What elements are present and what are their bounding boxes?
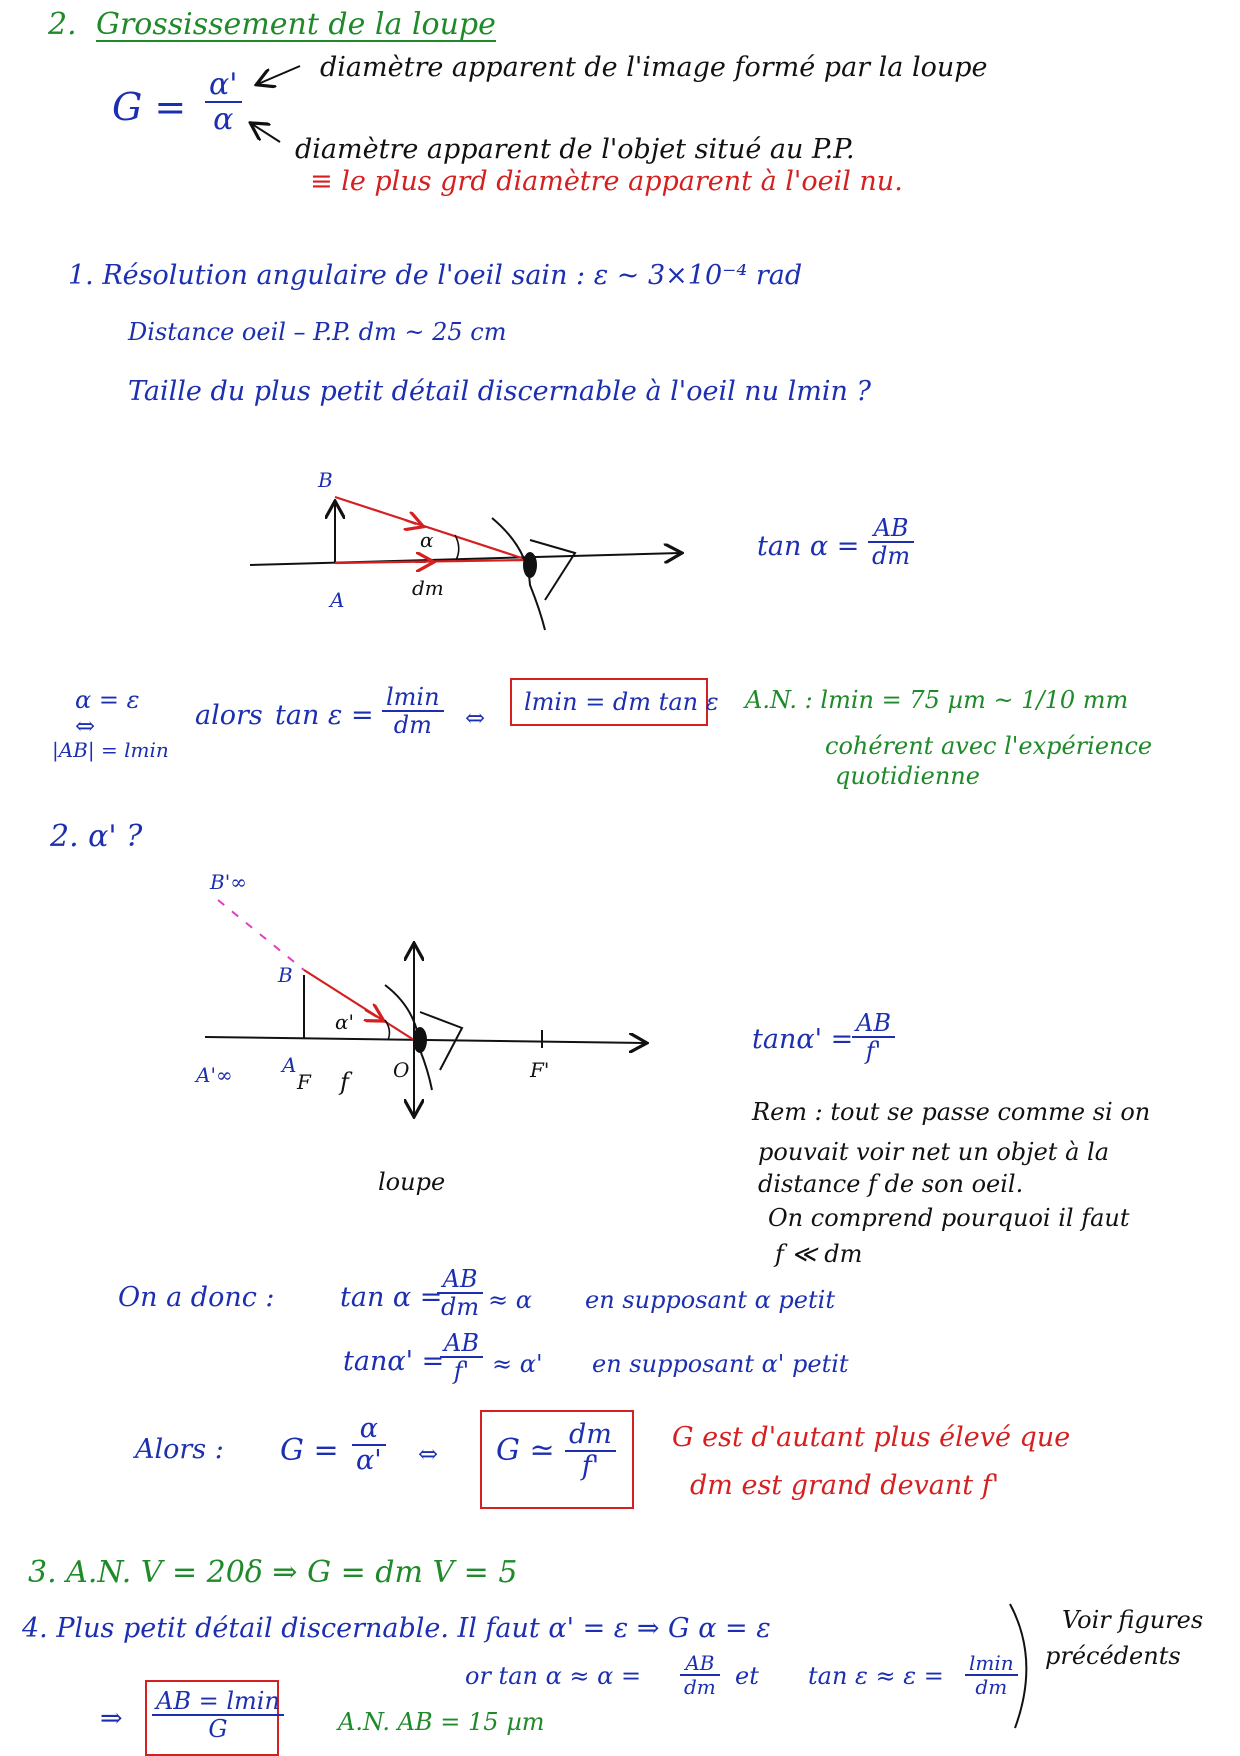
alors-num: α bbox=[352, 1414, 386, 1446]
fig1-tan-num: AB bbox=[868, 515, 914, 543]
q4-arrow: ⇒ bbox=[100, 1703, 123, 1734]
q4-fraction2-num: lmin bbox=[965, 1652, 1018, 1676]
donc-row1-num: AB bbox=[437, 1266, 483, 1294]
rem-line3: distance f de son oeil. bbox=[758, 1170, 1024, 1198]
res1-an-line2: cohérent avec l'expérience bbox=[825, 732, 1153, 760]
res1-an-line3: quotidienne bbox=[835, 762, 980, 790]
fig1-tan-lhs: tan α = bbox=[757, 531, 860, 562]
q3-text: 3. A.N. V = 20δ ⇒ G = dm V = 5 bbox=[28, 1555, 518, 1590]
q4-boxed-num: AB = lmin bbox=[152, 1688, 284, 1716]
fig2-tan-num: AB bbox=[852, 1010, 895, 1038]
fig2-label-A: A bbox=[282, 1053, 297, 1077]
q4-voir1: Voir figures bbox=[1062, 1606, 1204, 1634]
q2-label: 2. α' ? bbox=[50, 819, 143, 854]
fig2-label-f: f bbox=[340, 1068, 349, 1096]
note-max-diameter: ≡ le plus grd diamètre apparent à l'oeil nu. bbox=[310, 166, 903, 197]
alors-boxed-lhs: G ≃ bbox=[496, 1433, 555, 1468]
res1-tan-num: lmin bbox=[382, 684, 444, 712]
q1-line2: Distance oeil – P.P. dm ~ 25 cm bbox=[128, 318, 507, 346]
alors-lhs: G = bbox=[280, 1433, 339, 1468]
alors-note1: G est d'autant plus élevé que bbox=[672, 1422, 1071, 1453]
q4-line1: 4. Plus petit détail discernable. Il faut α' = ε ⇒ G α = ε bbox=[22, 1613, 771, 1644]
rem-line1: Rem : tout se passe comme si on bbox=[752, 1098, 1151, 1126]
fig2-label-F: F bbox=[297, 1070, 311, 1094]
donc-row1-lhs: tan α = bbox=[340, 1282, 443, 1313]
q4-line2a: or tan α ≈ α = bbox=[465, 1662, 642, 1690]
fig2-label-O: O bbox=[393, 1058, 410, 1082]
fig1-label-alpha: α bbox=[420, 528, 434, 552]
res1-boxed-result: lmin = dm tan ε bbox=[524, 688, 719, 716]
res1-then: alors bbox=[195, 700, 263, 731]
fig2-label-Binf: B'∞ bbox=[210, 870, 247, 894]
q4-an: A.N. AB = 15 µm bbox=[338, 1708, 545, 1736]
donc-row1-rhs: ≈ α bbox=[488, 1286, 532, 1314]
fig2-label-B: B bbox=[278, 963, 293, 987]
fig1-label-B: B bbox=[318, 468, 333, 492]
rem-line4: On comprend pourquoi il faut bbox=[768, 1204, 1130, 1232]
q4-boxed-fraction bbox=[152, 1688, 284, 1743]
fig2-tan-den: f' bbox=[865, 1037, 882, 1066]
g-lhs: G = bbox=[112, 85, 187, 129]
q4-et: et bbox=[735, 1662, 759, 1690]
fig1-label-dm: dm bbox=[412, 576, 444, 600]
q1-line3: Taille du plus petit détail discernable à l'oeil nu lmin ? bbox=[128, 376, 871, 407]
fig2-label-Ainf: A'∞ bbox=[196, 1063, 233, 1087]
fig2-label-Fprime: F' bbox=[530, 1058, 550, 1082]
q4-voir2: précédents bbox=[1045, 1642, 1181, 1670]
section-number: 2. bbox=[48, 7, 77, 42]
alors-den: α' bbox=[356, 1444, 382, 1476]
res1-tan-den: dm bbox=[393, 711, 432, 740]
fig2-label-alpha: α' bbox=[335, 1010, 355, 1034]
res1-cond2: |AB| = lmin bbox=[52, 738, 169, 762]
g-fraction-num: α' bbox=[205, 68, 242, 103]
section-title: Grossissement de la loupe bbox=[96, 7, 496, 42]
res1-tan-lhs: tan ε = bbox=[275, 700, 374, 731]
donc-row2-num: AB bbox=[440, 1330, 483, 1358]
donc-row1-den: dm bbox=[441, 1293, 480, 1322]
donc-row2-den: f' bbox=[453, 1357, 470, 1386]
fig1-label-A: A bbox=[330, 588, 345, 612]
q4-fraction1-den: dm bbox=[684, 1675, 716, 1699]
fig1-tan-den: dm bbox=[872, 542, 911, 571]
alors-boxed-num: dm bbox=[565, 1420, 616, 1452]
donc-row2-lhs: tanα' = bbox=[343, 1346, 445, 1377]
alors-equiv: ⇔ bbox=[418, 1440, 439, 1468]
q4-line2b: tan ε ≈ ε = bbox=[808, 1662, 944, 1690]
alors-boxed-den: f' bbox=[581, 1450, 600, 1482]
q4-fraction2-den: dm bbox=[975, 1675, 1008, 1699]
note-object-diameter: diamètre apparent de l'objet situé au P.P. bbox=[295, 134, 855, 165]
fig2-tan-lhs: tanα' = bbox=[752, 1024, 854, 1055]
alors-label: Alors : bbox=[135, 1434, 224, 1465]
q4-fraction1-num: AB bbox=[680, 1652, 720, 1676]
res1-cond-equiv: ⇔ bbox=[75, 712, 96, 740]
alors-note2: dm est grand devant f' bbox=[690, 1470, 1000, 1501]
donc-row1-note: en supposant α petit bbox=[585, 1286, 835, 1314]
g-fraction-den: α bbox=[213, 102, 234, 137]
res1-an-line1: A.N. : lmin = 75 µm ~ 1/10 mm bbox=[745, 686, 1129, 714]
res1-equiv: ⇔ bbox=[465, 704, 486, 732]
res1-cond1: α = ε bbox=[75, 686, 140, 714]
q4-boxed-den: G bbox=[208, 1715, 228, 1744]
donc-label: On a donc : bbox=[118, 1282, 275, 1313]
donc-row2-note: en supposant α' petit bbox=[592, 1350, 849, 1378]
note-image-diameter: diamètre apparent de l'image formé par la loupe bbox=[320, 52, 988, 83]
fig2-label-loupe: loupe bbox=[378, 1168, 446, 1196]
rem-line5: f ≪ dm bbox=[775, 1240, 863, 1268]
q1-line1: 1. Résolution angulaire de l'oeil sain : ε ~ 3×10⁻⁴ rad bbox=[68, 260, 803, 291]
donc-row2-rhs: ≈ α' bbox=[492, 1350, 543, 1378]
rem-line2: pouvait voir net un objet à la bbox=[758, 1138, 1109, 1166]
